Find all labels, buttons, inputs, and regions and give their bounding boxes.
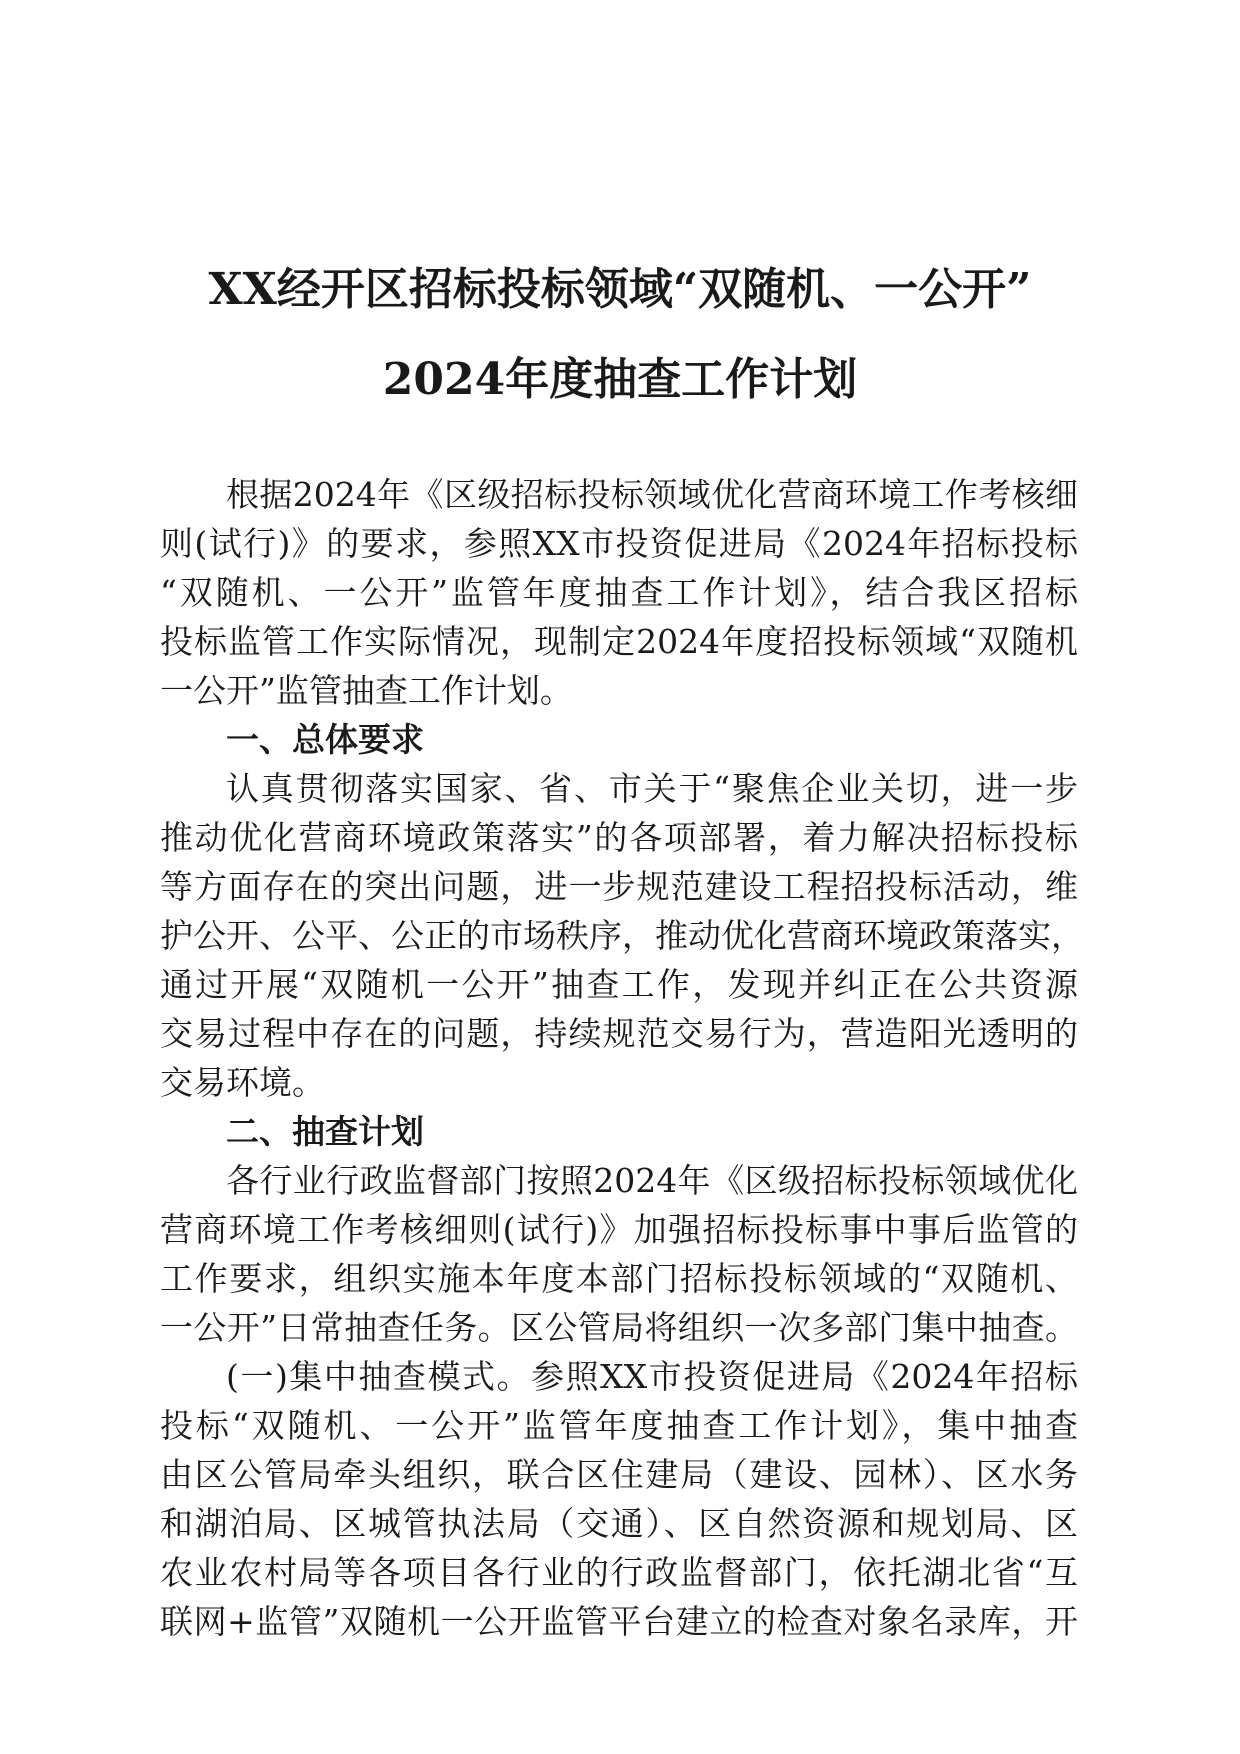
paragraph-line: 交易环境。 xyxy=(160,1063,325,1102)
paragraph-line: “双随机、一公开”监管年度抽查工作计划》，结合我区招标 xyxy=(160,573,1078,612)
paragraph-line: (一)集中抽查模式。参照XX市投资促进局《2024年招标 xyxy=(226,1357,1078,1396)
paragraph-line: 农业农村局等各项目各行业的行政监督部门，依托湖北省“互 xyxy=(160,1553,1078,1592)
paragraph-line: 则(试行)》的要求，参照XX市投资促进局《2024年招标投标 xyxy=(160,524,1078,563)
paragraph-line: 投标“双随机、一公开”监管年度抽查工作计划》，集中抽查 xyxy=(160,1406,1078,1445)
paragraph-line: 交易过程中存在的问题，持续规范交易行为，营造阳光透明的 xyxy=(160,1014,1078,1053)
paragraph-line: 投标监管工作实际情况，现制定2024年度招投标领域“双随机 xyxy=(160,622,1078,661)
section-heading-general-requirements: 一、总体要求 xyxy=(226,720,424,759)
document-title-line-1: XX经开区招标投标领域“双随机、一公开” xyxy=(208,264,1032,315)
paragraph-line: 认真贯彻落实国家、省、市关于“聚焦企业关切，进一步 xyxy=(226,769,1078,808)
document-title-line-2: 2024年度抽查工作计划 xyxy=(382,354,858,405)
paragraph-line: 由区公管局牵头组织，联合区住建局（建设、园林）、区水务 xyxy=(160,1455,1078,1494)
paragraph-line: 联网+监管”双随机一公开监管平台建立的检查对象名录库，开 xyxy=(160,1602,1078,1641)
paragraph-line: 和湖泊局、区城管执法局（交通）、区自然资源和规划局、区 xyxy=(160,1504,1078,1543)
paragraph-line: 等方面存在的突出问题，进一步规范建设工程招投标活动，维 xyxy=(160,867,1078,906)
paragraph-line: 工作要求，组织实施本年度本部门招标投标领域的“双随机、 xyxy=(160,1259,1078,1298)
paragraph-line: 通过开展“双随机一公开”抽查工作，发现并纠正在公共资源 xyxy=(160,965,1078,1004)
paragraph-line: 各行业行政监督部门按照2024年《区级招标投标领域优化 xyxy=(226,1161,1078,1200)
section-heading-inspection-plan: 二、抽查计划 xyxy=(226,1112,424,1151)
paragraph-line: 推动优化营商环境政策落实”的各项部署，着力解决招标投标 xyxy=(160,818,1078,857)
paragraph-line: 营商环境工作考核细则(试行)》加强招标投标事中事后监管的 xyxy=(160,1210,1078,1249)
paragraph-line: 一公开”日常抽查任务。区公管局将组织一次多部门集中抽查。 xyxy=(160,1308,1078,1347)
document-body xyxy=(160,470,1084,1646)
paragraph-line: 护公开、公平、公正的市场秩序，推动优化营商环境政策落实， xyxy=(160,916,1084,955)
paragraph-line: 一公开”监管抽查工作计划。 xyxy=(160,671,573,710)
paragraph-line: 根据2024年《区级招标投标领域优化营商环境工作考核细 xyxy=(226,475,1078,514)
